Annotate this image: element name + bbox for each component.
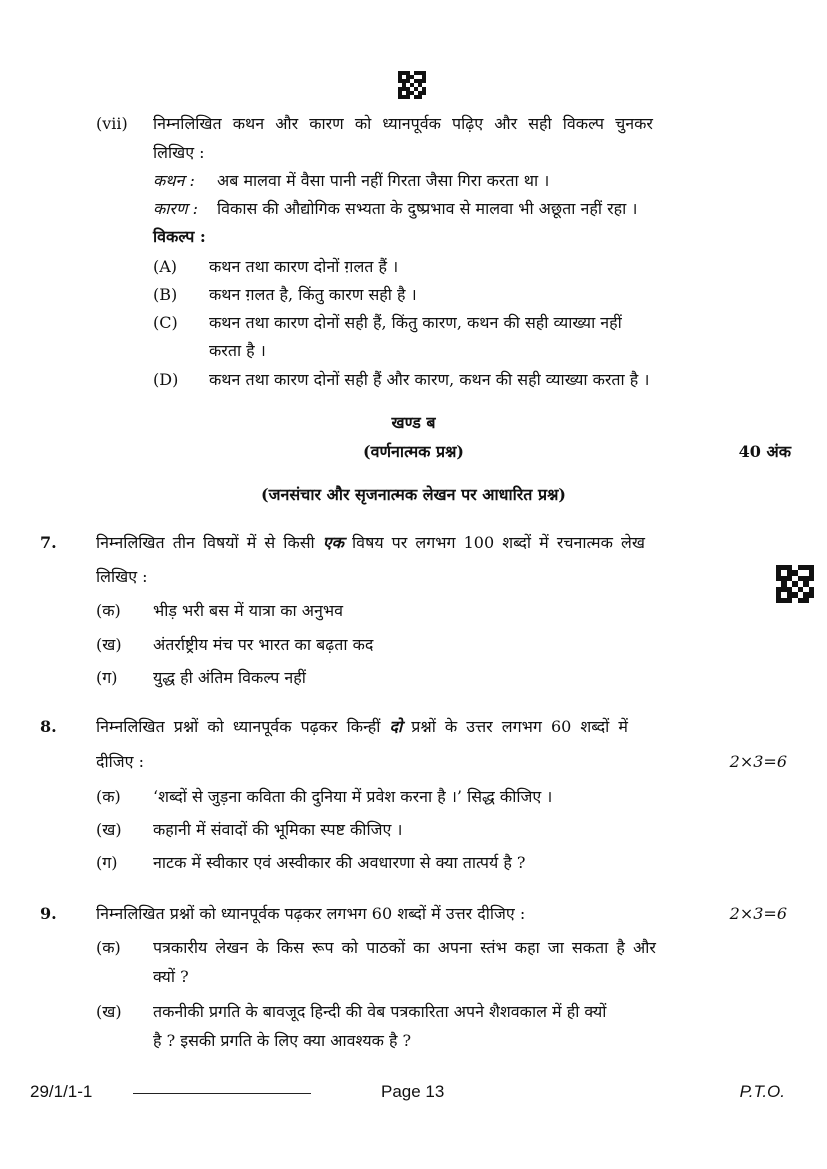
q7-item-ka-key: (क)	[96, 601, 121, 620]
q8-item-ka-text: ‘शब्दों से जुड़ना कविता की दुनिया में प्रवेश करना है ।’ सिद्ध कीजिए ।	[153, 787, 553, 806]
q7-item-kha-key: (ख)	[96, 635, 122, 654]
option-c-key: (C)	[153, 313, 178, 332]
q8-text-a: निम्नलिखित प्रश्नों को ध्यानपूर्वक पढ़कर किन्हीं	[96, 717, 381, 736]
q9-item-ka-line2: क्यों ?	[153, 967, 189, 986]
q7-item-kha-text: अंतर्राष्ट्रीय मंच पर भारत का बढ़ता कद	[153, 635, 374, 654]
qr-code-side	[776, 565, 814, 603]
q7-item-ga-key: (ग)	[96, 668, 118, 687]
karan-text: विकास की औद्योगिक सभ्यता के दुष्प्रभाव से मालवा भी अछूता नहीं रहा ।	[217, 199, 638, 218]
q-vii-instruction-line2: लिखिए :	[153, 143, 205, 162]
q7-item-ka-text: भीड़ भरी बस में यात्रा का अनुभव	[153, 601, 344, 620]
q8-emphasis: दो	[389, 717, 403, 736]
section-subtitle: (वर्णनात्मक प्रश्न)	[363, 442, 464, 461]
page-number: Page 13	[381, 1082, 445, 1101]
option-a-text: कथन तथा कारण दोनों ग़लत हैं ।	[209, 257, 399, 276]
kathan-text: अब मालवा में वैसा पानी नहीं गिरता जैसा गिरा करता था ।	[217, 171, 550, 190]
q8-instruction-line2: दीजिए :	[96, 752, 144, 771]
karan-label: कारण :	[153, 199, 199, 218]
q7-text-a: निम्नलिखित तीन विषयों में से किसी	[96, 533, 315, 552]
q-vii-instruction-line1: निम्नलिखित कथन और कारण को ध्यानपूर्वक पढ़िए और सही विकल्प चुनकर	[153, 114, 653, 133]
q7-emphasis: एक	[322, 533, 344, 552]
option-d-key: (D)	[153, 370, 179, 389]
q8-number: 8.	[40, 717, 57, 736]
qr-code-top	[398, 71, 426, 99]
option-a-key: (A)	[153, 257, 178, 276]
vikalp-label: विकल्प :	[153, 227, 206, 246]
q8-instruction-line1	[96, 716, 628, 738]
q9-marks: 2×3=6	[729, 904, 787, 923]
q9-item-ka-key: (क)	[96, 938, 121, 957]
q9-number: 9.	[40, 904, 57, 923]
section-subheading: (जनसंचार और सृजनात्मक लेखन पर आधारित प्रश्न)	[261, 485, 566, 504]
q8-marks: 2×3=6	[729, 752, 787, 771]
option-c-text-line1: कथन तथा कारण दोनों सही हैं, किंतु कारण, कथन की सही व्याख्या नहीं	[209, 313, 622, 332]
footer-divider	[133, 1093, 311, 1094]
section-marks: 40 अंक	[738, 442, 791, 461]
q7-instruction-line1	[96, 532, 645, 554]
kathan-label: कथन :	[153, 171, 195, 190]
q7-item-ga-text: युद्ध ही अंतिम विकल्प नहीं	[153, 668, 306, 687]
option-b-key: (B)	[153, 285, 178, 304]
q8-item-ga-key: (ग)	[96, 853, 118, 872]
q8-item-ka-key: (क)	[96, 787, 121, 806]
q7-number: 7.	[40, 533, 57, 552]
pto-label: P.T.O.	[739, 1082, 785, 1101]
option-c-text-line2: करता है ।	[209, 341, 266, 360]
paper-code: 29/1/1-1	[30, 1082, 93, 1101]
q-vii-number: (vii)	[96, 114, 128, 133]
q9-item-kha-key: (ख)	[96, 1002, 122, 1021]
q9-instruction: निम्नलिखित प्रश्नों को ध्यानपूर्वक पढ़कर लगभग 60 शब्दों में उत्तर दीजिए :	[96, 904, 526, 923]
q9-item-ka-line1: पत्रकारीय लेखन के किस रूप को पाठकों का अपना स्तंभ कहा जा सकता है और	[153, 938, 656, 957]
q8-item-kha-key: (ख)	[96, 820, 122, 839]
option-d-text: कथन तथा कारण दोनों सही हैं और कारण, कथन की सही व्याख्या करता है ।	[209, 370, 650, 389]
section-title: खण्ड ब	[391, 413, 436, 432]
q7-instruction-line2: लिखिए :	[96, 567, 148, 586]
q7-text-b: विषय पर लगभग 100 शब्दों में रचनात्मक लेख	[352, 533, 645, 552]
option-b-text: कथन ग़लत है, किंतु कारण सही है ।	[209, 285, 417, 304]
q8-text-b: प्रश्नों के उत्तर लगभग 60 शब्दों में	[411, 717, 628, 736]
q8-item-kha-text: कहानी में संवादों की भूमिका स्पष्ट कीजिए ।	[153, 820, 403, 839]
q8-item-ga-text: नाटक में स्वीकार एवं अस्वीकार की अवधारणा से क्या तात्पर्य है ?	[153, 853, 526, 872]
q9-item-kha-line2: है ? इसकी प्रगति के लिए क्या आवश्यक है ?	[153, 1031, 412, 1050]
q9-item-kha-line1: तकनीकी प्रगति के बावजूद हिन्दी की वेब पत्रकारिता अपने शैशवकाल में ही क्यों	[153, 1002, 607, 1021]
